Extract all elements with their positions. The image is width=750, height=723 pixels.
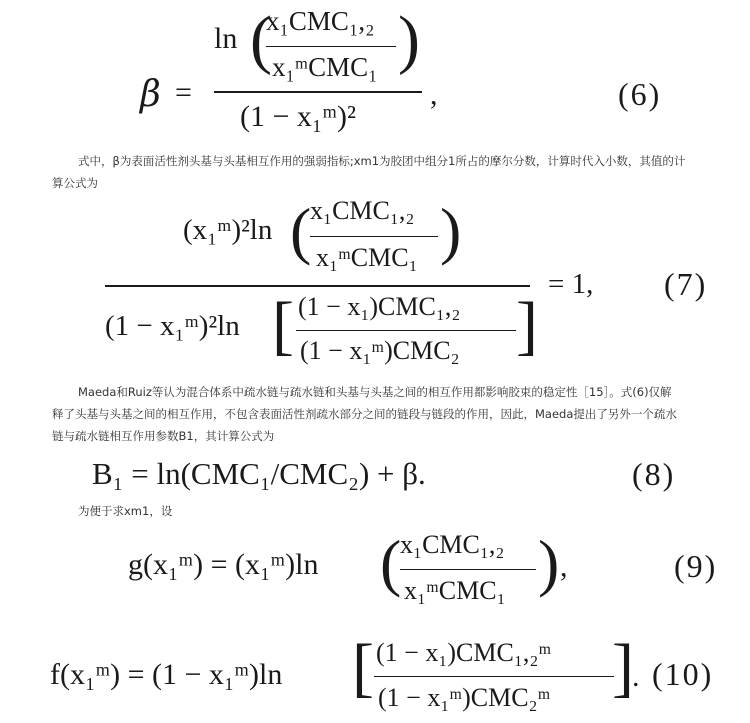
eq6-equals: = — [175, 76, 192, 109]
eq9-bottom: x₁ᵐCMC₁ — [404, 576, 506, 605]
eq7-num-bottom: x₁ᵐCMC₁ — [316, 243, 418, 272]
eq9-top: x₁CMC₁,₂ — [400, 530, 505, 559]
eq6-inner-bar — [266, 46, 396, 47]
eq9-paren-open: ( — [380, 527, 402, 598]
eq9-bar — [400, 569, 536, 570]
eq8-number: (8) — [632, 456, 676, 492]
eq7-num-top: x₁CMC₁,₂ — [310, 196, 415, 225]
eq9-paren-close: ) — [538, 527, 560, 598]
eq10-bracket-open: [ — [352, 631, 374, 704]
paragraph-beta-definition — [52, 150, 742, 194]
eq7-num-paren-close: ) — [440, 195, 462, 266]
eq7-den-prefix: (1 − x₁ᵐ)²ln — [105, 310, 240, 342]
eq7-num-paren-open: ( — [290, 195, 312, 266]
paragraph-line: 释了头基与头基之间的相互作用，不包含表面活性剂疏水部分之间的链段与链段的作用，因此，Maeda提出了另外一个疏水 — [52, 407, 677, 421]
paragraph-line: 式中，β为表面活性剂头基与头基相互作用的强弱指标;xm1为胶团中组分1所占的摩尔分数，计算时代入小数，其值的计 — [78, 154, 686, 168]
eq6-beta: β — [140, 74, 161, 115]
eq6-den: (1 − x₁ᵐ)² — [240, 100, 357, 133]
eq6-tail: , — [430, 78, 438, 111]
paragraph-let — [78, 500, 172, 522]
paragraph-line: Maeda和Ruiz等认为混合体系中疏水链与疏水链和头基与头基之间的相互作用都影响胶束的稳定性［15］。式(6)仅解 — [78, 385, 672, 399]
eq9-lhs: g(x₁ᵐ) = (x₁ᵐ)ln — [128, 548, 319, 581]
eq7-den-top: (1 − x₁)CMC₁,₂ — [298, 292, 461, 321]
eq10-bottom: (1 − x₁ᵐ)CMC₂ᵐ — [378, 683, 551, 712]
eq6-ln: ln — [214, 22, 238, 55]
eq6-number: (6) — [618, 76, 662, 112]
eq10-lhs: f(x₁ᵐ) = (1 − x₁ᵐ)ln — [50, 658, 283, 691]
eq10-bar — [374, 676, 614, 677]
eq7-num-inner-bar — [310, 236, 438, 237]
eq10-bracket-close: ] — [612, 631, 634, 704]
eq6-paren-close: ) — [398, 3, 420, 76]
eq10-number: (10) — [652, 656, 714, 692]
eq7-rhs: = 1, — [548, 268, 594, 300]
eq6-num-top: x₁CMC₁,₂ — [266, 6, 375, 36]
eq10-tail: . — [632, 660, 640, 693]
eq9-number: (9) — [674, 548, 718, 584]
eq7-den-bracket-close: ] — [516, 289, 538, 362]
paragraph-line: 为便于求xm1，设 — [78, 504, 173, 518]
eq7-den-bottom: (1 − x₁ᵐ)CMC₂ — [300, 336, 460, 365]
eq7-number: (7) — [664, 266, 708, 302]
paragraph-line: 算公式为 — [52, 176, 98, 190]
eq10-top: (1 − x₁)CMC₁,₂ᵐ — [376, 638, 552, 667]
eq6-paren-open: ( — [250, 3, 272, 76]
eq8-body: B₁ = ln(CMC₁/CMC₂) + β. — [92, 456, 426, 491]
eq6-num-bottom: x₁ᵐCMC₁ — [272, 52, 378, 82]
eq9-tail: , — [560, 550, 568, 583]
eq7-main-bar — [105, 285, 530, 287]
eq7-num-prefix: (x₁ᵐ)²ln — [183, 214, 273, 246]
eq7-den-inner-bar — [296, 330, 516, 331]
eq7-den-bracket-open: [ — [272, 289, 294, 362]
eq6-main-bar — [214, 91, 422, 93]
paragraph-maeda-ruiz — [52, 381, 742, 447]
paragraph-line: 链与疏水链相互作用参数B1，其计算公式为 — [52, 429, 275, 443]
